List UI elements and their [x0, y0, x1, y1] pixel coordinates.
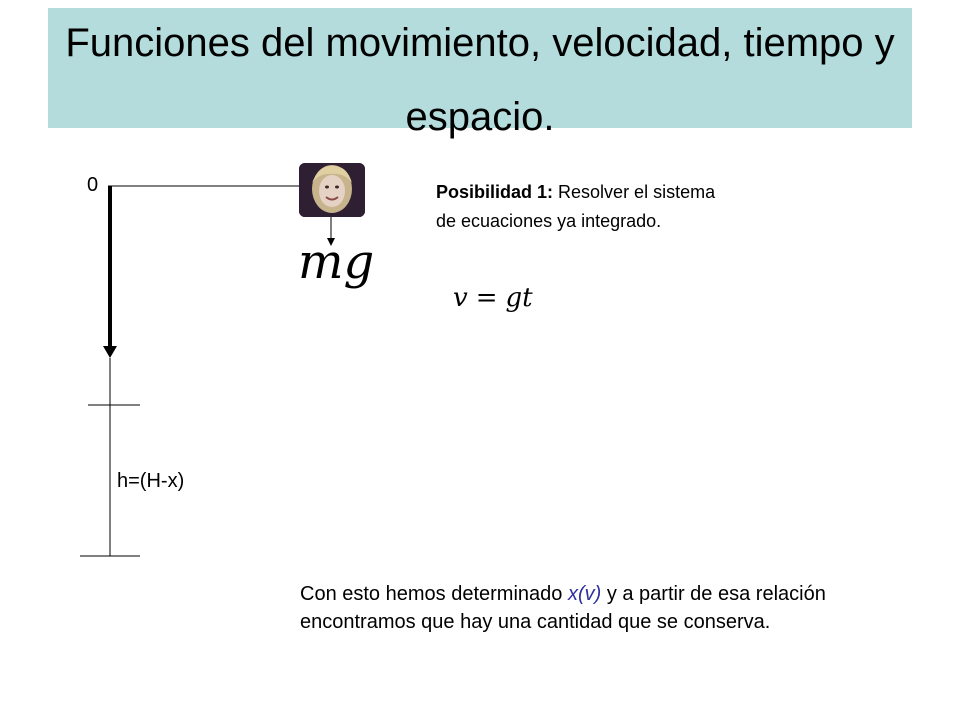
falling-person-photo — [299, 163, 365, 217]
equation-rhs: gt — [505, 283, 533, 313]
equation-sign: = — [475, 283, 498, 313]
possibility-text — [436, 178, 736, 236]
conclusion-part1: Con esto hemos determinado — [300, 583, 568, 605]
origin-label: 0 — [87, 174, 99, 196]
slide-title: Funciones del movimiento, velocidad, tiempo y espacio. — [65, 21, 895, 139]
weight-force-label: mg — [298, 234, 375, 290]
portrait-icon — [299, 163, 365, 217]
displacement-arrowhead — [103, 346, 117, 358]
possibility-body: Resolver el sistema de ecuaciones ya integrado. — [436, 182, 716, 231]
possibility-heading: Posibilidad 1: — [436, 182, 554, 202]
conclusion-highlight: x(v) — [567, 583, 602, 605]
conclusion-text — [300, 580, 860, 636]
velocity-equation — [453, 283, 533, 313]
equation-lhs: v — [453, 283, 468, 313]
height-label: h=(H-x) — [117, 470, 185, 492]
conclusion-part2: y a partir de esa relación encontramos que hay una cantidad que se conserva. — [300, 583, 826, 633]
